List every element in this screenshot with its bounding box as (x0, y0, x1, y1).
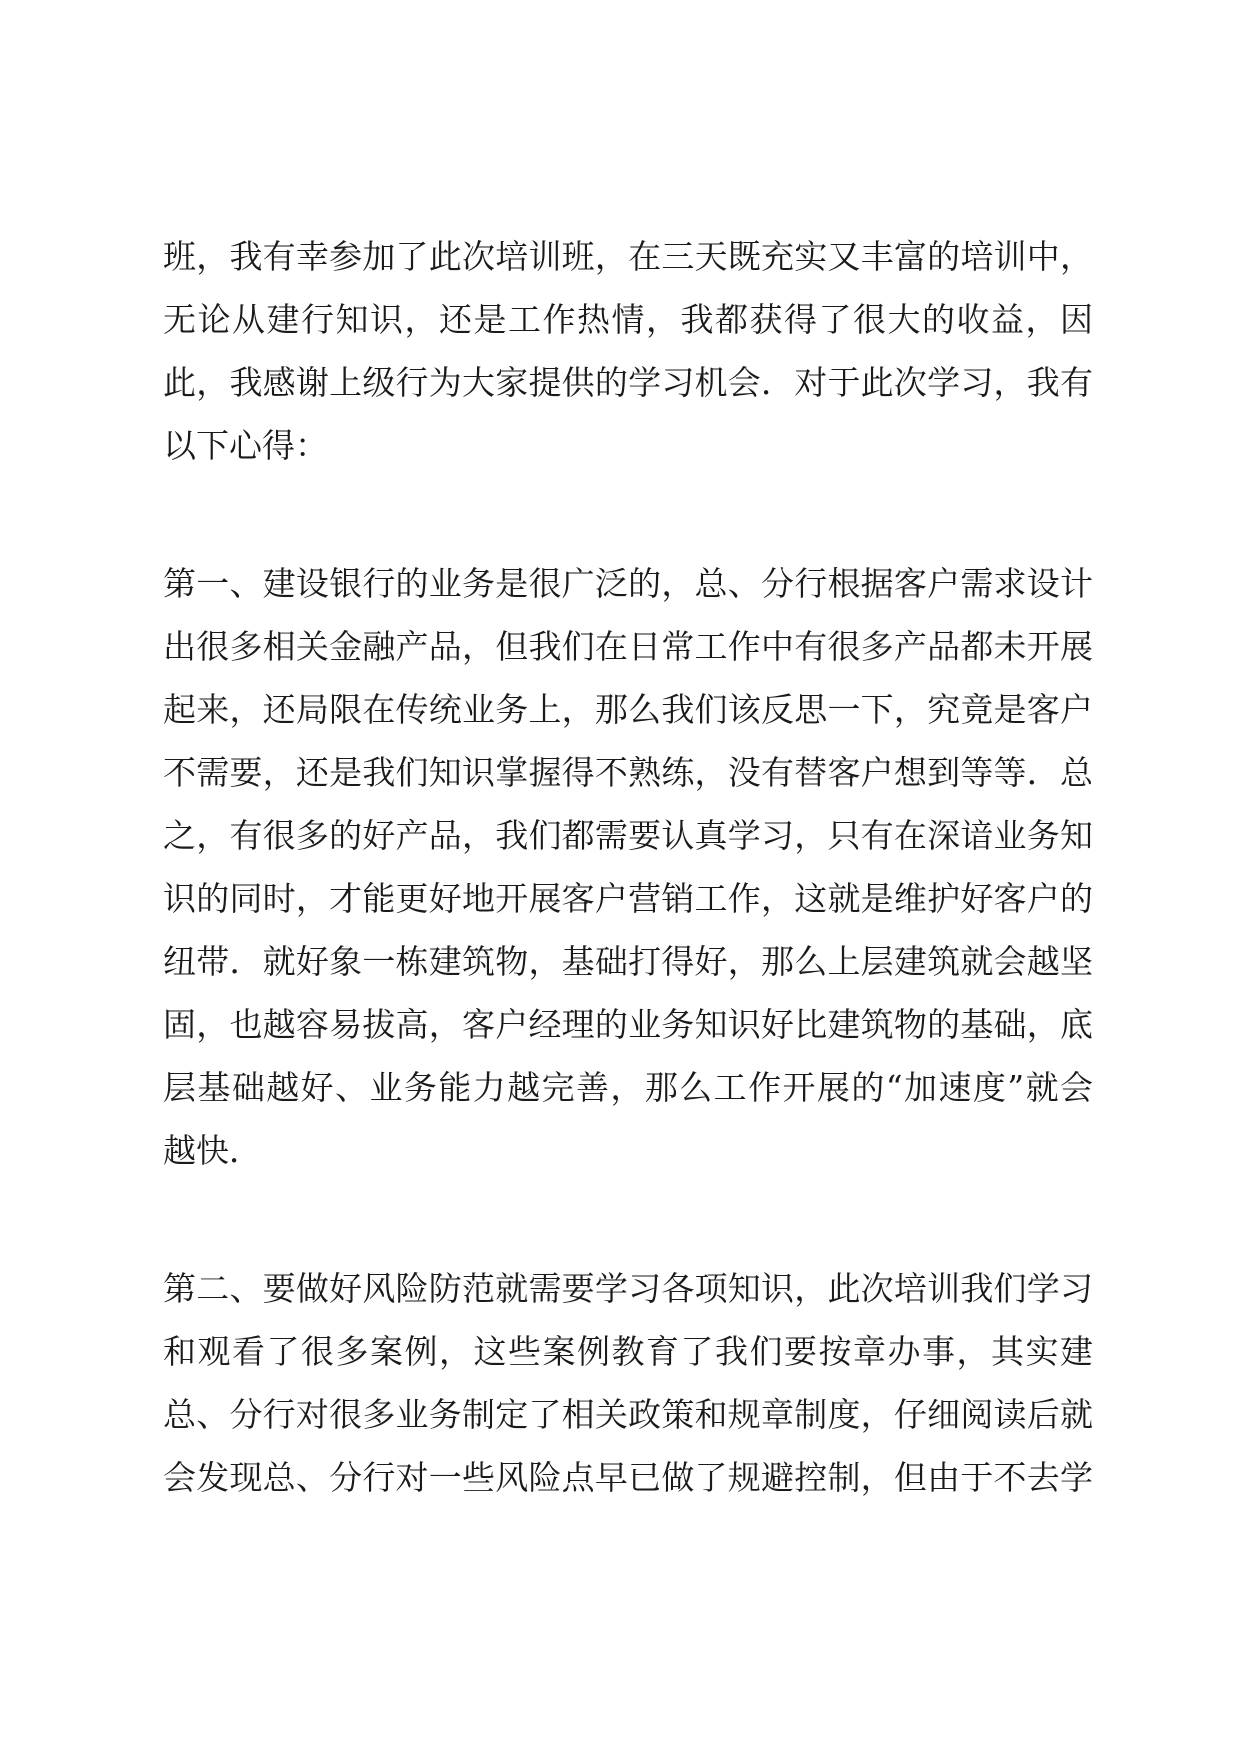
paragraph-first-point (163, 552, 1093, 1182)
text-line: 固，也越容易拔高，客户经理的业务知识好比建筑物的基础，底 (163, 1005, 1093, 1044)
text-line: 纽带．就好象一栋建筑物，基础打得好，那么上层建筑就会越坚 (163, 942, 1093, 981)
text-line: 起来，还局限在传统业务上，那么我们该反思一下，究竟是客户 (163, 690, 1093, 729)
paragraph-second-point (163, 1257, 1093, 1509)
text-line: 以下心得： (163, 426, 328, 465)
text-line: 总、分行对很多业务制定了相关政策和规章制度，仔细阅读后就 (163, 1395, 1093, 1434)
document-body (163, 225, 1093, 1509)
text-line: 出很多相关金融产品，但我们在日常工作中有很多产品都未开展 (163, 627, 1093, 666)
text-line: 不需要，还是我们知识掌握得不熟练，没有替客户想到等等．总 (163, 753, 1093, 792)
text-line: 第二、要做好风险防范就需要学习各项知识，此次培训我们学习 (163, 1269, 1093, 1308)
text-line: 越快． (163, 1131, 262, 1170)
text-line: 会发现总、分行对一些风险点早已做了规避控制，但由于不去学 (163, 1458, 1093, 1497)
text-line: 之，有很多的好产品，我们都需要认真学习，只有在深谙业务知 (163, 816, 1093, 855)
text-line: 此，我感谢上级行为大家提供的学习机会．对于此次学习，我有 (163, 363, 1093, 402)
text-line: 班，我有幸参加了此次培训班，在三天既充实又丰富的培训中， (163, 237, 1093, 276)
text-line: 第一、建设银行的业务是很广泛的，总、分行根据客户需求设计 (163, 564, 1093, 603)
paragraph-spacer (163, 1182, 1093, 1257)
text-line: 识的同时，才能更好地开展客户营销工作，这就是维护好客户的 (163, 879, 1093, 918)
paragraph-intro (163, 225, 1093, 477)
paragraph-spacer (163, 477, 1093, 552)
text-line: 和观看了很多案例，这些案例教育了我们要按章办事，其实建 (163, 1332, 1093, 1371)
text-line: 层基础越好、业务能力越完善，那么工作开展的“加速度”就会 (163, 1068, 1093, 1107)
text-line: 无论从建行知识，还是工作热情，我都获得了很大的收益，因 (163, 300, 1093, 339)
